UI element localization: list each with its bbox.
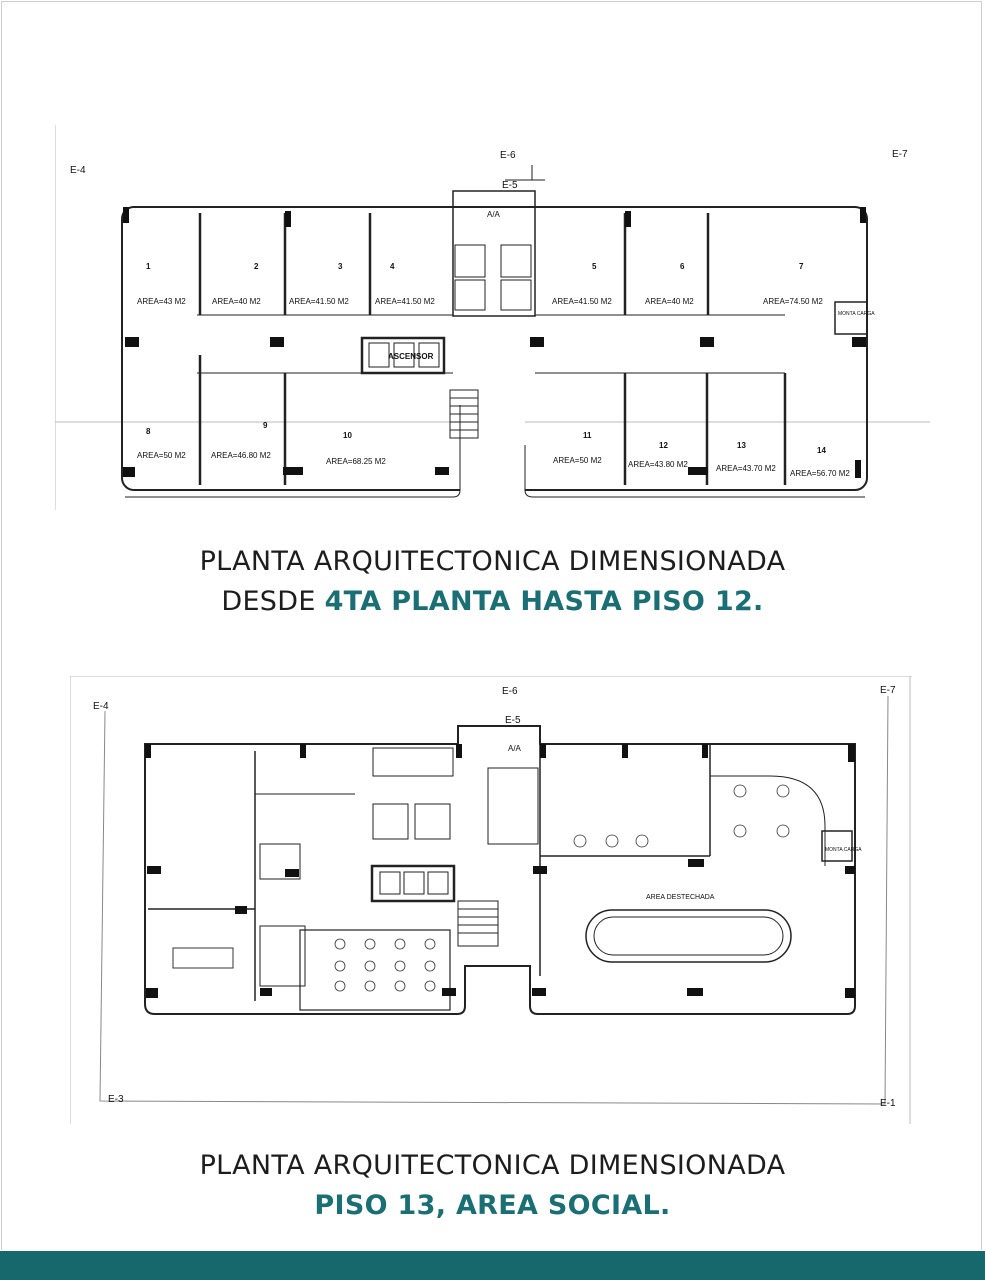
axis-e4-label: E-4	[70, 165, 86, 176]
unit-area: AREA=50 M2	[553, 456, 602, 465]
unit-area: AREA=41.50 M2	[289, 297, 349, 306]
axis-e5-label: E-5	[505, 715, 521, 726]
monta-carga-label: MONTA CARGA	[838, 311, 875, 317]
unit-number: 1	[146, 262, 151, 271]
caption-plan-social	[0, 1146, 985, 1226]
unit-number: 11	[583, 431, 592, 440]
floor-plan-social	[70, 676, 912, 1124]
caption-line-1: PLANTA ARQUITECTONICA DIMENSIONADA	[199, 546, 786, 577]
unit-area: AREA=68.25 M2	[326, 457, 386, 466]
unit-number: 8	[146, 427, 151, 436]
caption-line-2-plain: DESDE	[221, 586, 325, 617]
unit-area: AREA=41.50 M2	[552, 297, 612, 306]
monta-carga-label: MONTA CARGA	[825, 847, 862, 853]
axis-e5-label: E-5	[502, 180, 518, 191]
unit-number: 2	[254, 262, 259, 271]
axis-e4-label: E-4	[93, 701, 109, 712]
unit-area: AREA=46.80 M2	[211, 451, 271, 460]
unit-number: 9	[263, 421, 268, 430]
caption-line-2-accent: PISO 13, AREA SOCIAL.	[314, 1190, 671, 1221]
area-destechada-label: AREA DESTECHADA	[646, 894, 715, 901]
unit-area: AREA=43.70 M2	[716, 464, 776, 473]
unit-area: AREA=74.50 M2	[763, 297, 823, 306]
axis-e7-label: E-7	[892, 149, 908, 160]
unit-area: AREA=41.50 M2	[375, 297, 435, 306]
axis-e7-label: E-7	[880, 685, 896, 696]
elevator-label: ASCENSOR	[388, 352, 434, 361]
floor-plan-typical	[55, 125, 935, 510]
unit-area: AREA=40 M2	[645, 297, 694, 306]
unit-number: 3	[338, 262, 343, 271]
unit-area: AREA=56.70 M2	[790, 469, 850, 478]
footer-bar	[0, 1251, 985, 1280]
unit-number: 14	[817, 446, 826, 455]
unit-number: 13	[737, 441, 746, 450]
axis-e1-label: E-1	[880, 1098, 896, 1109]
unit-area: AREA=50 M2	[137, 451, 186, 460]
axis-e6-label: E-6	[500, 150, 516, 161]
caption-plan-typical	[0, 542, 985, 622]
unit-number: 7	[799, 262, 804, 271]
unit-area: AREA=40 M2	[212, 297, 261, 306]
caption-line-2	[0, 582, 985, 622]
ac-label: A/A	[508, 744, 521, 753]
caption-line-1: PLANTA ARQUITECTONICA DIMENSIONADA	[199, 1150, 786, 1181]
axis-e6-label: E-6	[502, 686, 518, 697]
unit-number: 5	[592, 262, 597, 271]
axis-e3-label: E-3	[108, 1094, 124, 1105]
unit-area: AREA=43.80 M2	[628, 460, 688, 469]
unit-number: 4	[390, 262, 395, 271]
unit-number: 6	[680, 262, 685, 271]
unit-number: 10	[343, 431, 352, 440]
caption-line-2-accent: 4TA PLANTA HASTA PISO 12.	[324, 586, 764, 617]
unit-area: AREA=43 M2	[137, 297, 186, 306]
unit-number: 12	[659, 441, 668, 450]
ac-label: A/A	[487, 210, 500, 219]
